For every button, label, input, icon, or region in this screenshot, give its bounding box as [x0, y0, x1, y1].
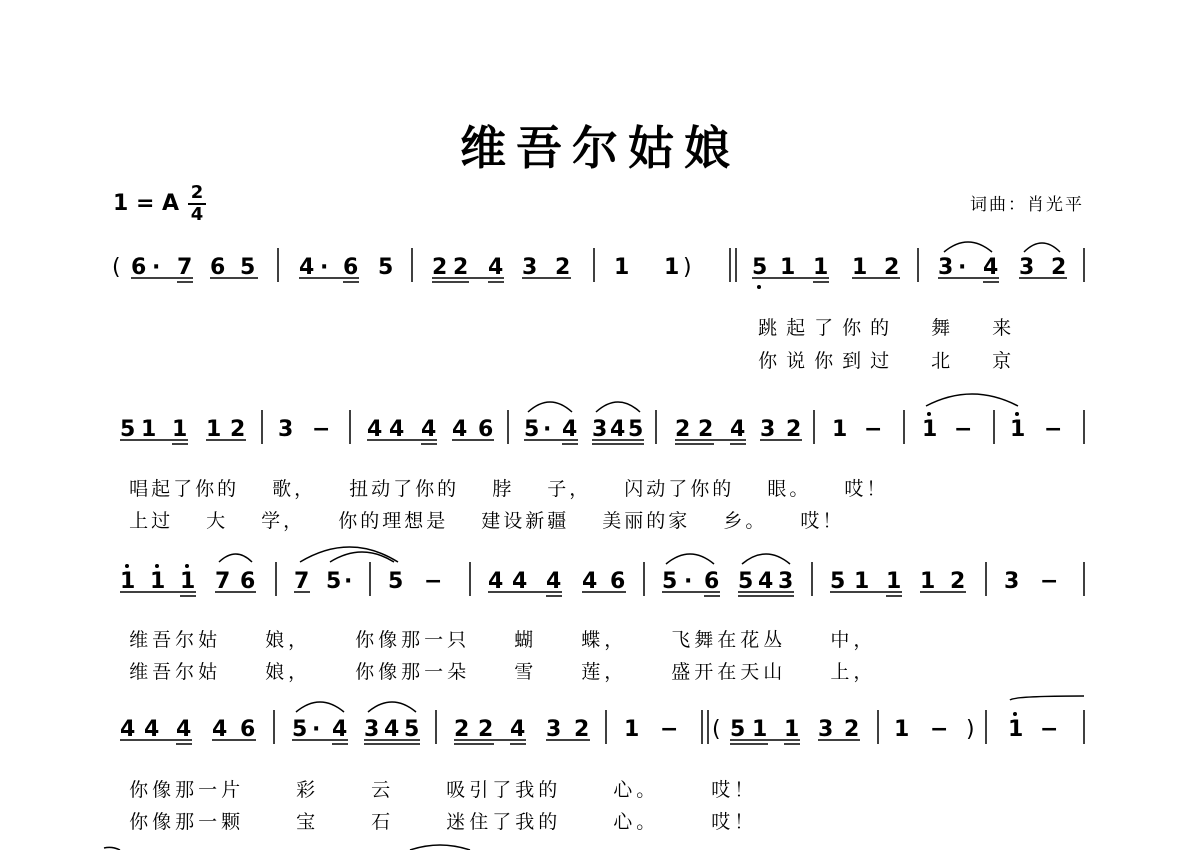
svg-text:1: 1 — [854, 569, 870, 594]
svg-text:6: 6 — [478, 417, 494, 442]
svg-text:): ) — [683, 255, 692, 280]
svg-text:5: 5 — [120, 417, 136, 442]
svg-text:4: 4 — [421, 417, 437, 442]
svg-text:5: 5 — [830, 569, 846, 594]
svg-text:5: 5 — [378, 255, 394, 280]
svg-text:2: 2 — [786, 417, 802, 442]
svg-text:4: 4 — [120, 717, 136, 742]
svg-text:): ) — [966, 717, 975, 742]
svg-text:2: 2 — [478, 717, 494, 742]
svg-text:6: 6 — [704, 569, 720, 594]
system-4-notation — [120, 696, 1084, 744]
svg-text:1: 1 — [886, 569, 902, 594]
svg-text:·: · — [152, 255, 161, 280]
svg-text:4: 4 — [562, 417, 578, 442]
svg-text:5: 5 — [326, 569, 342, 594]
system-3-notation — [120, 547, 1084, 596]
svg-text:1: 1 — [180, 569, 196, 594]
svg-text:5: 5 — [628, 417, 644, 442]
svg-text:6: 6 — [240, 569, 256, 594]
svg-text:−: − — [954, 417, 973, 442]
svg-text:5: 5 — [524, 417, 540, 442]
system-1-lyric-2: 你说你到过 北 京 — [758, 350, 1021, 372]
svg-text:3: 3 — [364, 717, 380, 742]
svg-text:1: 1 — [120, 569, 136, 594]
system-1-lyric-1: 跳起了你的 舞 来 — [758, 317, 1021, 339]
svg-text:2: 2 — [950, 569, 966, 594]
svg-text:2: 2 — [675, 417, 691, 442]
system-4-lyric-2: 你像那一颗 宝 石 迷住了我的 心。 哎！ — [129, 811, 758, 833]
credit-line: 词曲：肖光平 — [970, 195, 1084, 215]
key-signature: 1 = A — [113, 191, 180, 216]
svg-text:1: 1 — [894, 717, 910, 742]
svg-text:4: 4 — [144, 717, 160, 742]
svg-text:1: 1 — [752, 717, 768, 742]
svg-text:1: 1 — [832, 417, 848, 442]
svg-text:4: 4 — [512, 569, 528, 594]
svg-text:6: 6 — [610, 569, 626, 594]
svg-text:3: 3 — [1004, 569, 1020, 594]
svg-text:4: 4 — [730, 417, 746, 442]
svg-text:6: 6 — [210, 255, 226, 280]
svg-text:1: 1 — [852, 255, 868, 280]
svg-text:2: 2 — [230, 417, 246, 442]
svg-text:−: − — [1040, 569, 1059, 594]
svg-text:−: − — [864, 417, 883, 442]
svg-text:2: 2 — [698, 417, 714, 442]
svg-text:3: 3 — [546, 717, 562, 742]
svg-text:2: 2 — [884, 255, 900, 280]
system-4-lyric-1: 你像那一片 彩 云 吸引了我的 心。 哎！ — [129, 779, 758, 801]
svg-text:3: 3 — [938, 255, 954, 280]
svg-text:7: 7 — [177, 255, 193, 280]
svg-text:4: 4 — [983, 255, 999, 280]
svg-text:−: − — [930, 717, 949, 742]
svg-text:4: 4 — [758, 569, 774, 594]
svg-text:1: 1 — [1008, 717, 1024, 742]
svg-text:1: 1 — [664, 255, 680, 280]
svg-text:3: 3 — [778, 569, 794, 594]
svg-text:2: 2 — [432, 255, 448, 280]
svg-text:1: 1 — [206, 417, 222, 442]
svg-text:7: 7 — [215, 569, 231, 594]
svg-text:1: 1 — [172, 417, 188, 442]
svg-text:4: 4 — [389, 417, 405, 442]
lyric-line — [746, 324, 1020, 373]
svg-text:1: 1 — [624, 717, 640, 742]
svg-text:5: 5 — [404, 717, 420, 742]
svg-text:·: · — [344, 569, 353, 594]
svg-text:−: − — [1044, 417, 1063, 442]
svg-text:3: 3 — [1019, 255, 1035, 280]
svg-text:4: 4 — [510, 717, 526, 742]
svg-text:4: 4 — [488, 255, 504, 280]
svg-text:5: 5 — [730, 717, 746, 742]
svg-text:5: 5 — [752, 255, 768, 280]
svg-text:1: 1 — [784, 717, 800, 742]
svg-text:(: ( — [112, 255, 121, 280]
svg-text:−: − — [424, 569, 443, 594]
system-2-lyric-1: 唱起了你的 歌， 扭动了你的 脖 子， 闪动了你的 眼。 哎！ — [129, 478, 889, 500]
svg-text:3: 3 — [818, 717, 834, 742]
svg-text:2: 2 — [454, 717, 470, 742]
system-1-notation — [112, 242, 1084, 289]
song-title: 维吾尔姑娘 — [460, 121, 740, 175]
svg-text:2: 2 — [453, 255, 469, 280]
system-2-notation — [120, 394, 1084, 444]
time-signature-bottom: 4 — [190, 204, 204, 225]
svg-text:5: 5 — [738, 569, 754, 594]
svg-text:4: 4 — [610, 417, 626, 442]
svg-text:2: 2 — [1051, 255, 1067, 280]
svg-text:4: 4 — [299, 255, 315, 280]
svg-text:6: 6 — [131, 255, 147, 280]
svg-text:3: 3 — [278, 417, 294, 442]
svg-text:4: 4 — [546, 569, 562, 594]
svg-text:2: 2 — [844, 717, 860, 742]
svg-text:·: · — [543, 417, 552, 442]
svg-text:3: 3 — [522, 255, 538, 280]
svg-text:3: 3 — [760, 417, 776, 442]
svg-text:5: 5 — [240, 255, 256, 280]
svg-text:1: 1 — [920, 569, 936, 594]
svg-text:1: 1 — [1010, 417, 1026, 442]
svg-text:−: − — [660, 717, 679, 742]
svg-text:1: 1 — [780, 255, 796, 280]
svg-text:1: 1 — [922, 417, 938, 442]
system-2-lyric-2: 上过 大 学， 你的理想是 建设新疆 美丽的家 乡。 哎！ — [129, 510, 845, 532]
lyric-line — [117, 635, 876, 684]
svg-text:1: 1 — [150, 569, 166, 594]
svg-text:5: 5 — [292, 717, 308, 742]
svg-text:6: 6 — [343, 255, 359, 280]
system-3-lyric-1: 维吾尔姑 娘， 你像那一只 蝴 蝶， 飞舞在花丛 中， — [129, 629, 877, 651]
svg-text:6: 6 — [240, 717, 256, 742]
svg-text:4: 4 — [384, 717, 400, 742]
svg-text:4: 4 — [176, 717, 192, 742]
svg-text:2: 2 — [555, 255, 571, 280]
svg-text:4: 4 — [452, 417, 468, 442]
svg-text:1: 1 — [813, 255, 829, 280]
svg-text:·: · — [320, 255, 329, 280]
svg-text:(: ( — [712, 717, 721, 742]
svg-text:4: 4 — [488, 569, 504, 594]
lyric-line — [117, 785, 757, 834]
svg-text:·: · — [958, 255, 967, 280]
svg-text:5: 5 — [662, 569, 678, 594]
svg-text:7: 7 — [294, 569, 310, 594]
svg-text:−: − — [312, 417, 331, 442]
svg-text:·: · — [684, 569, 693, 594]
svg-text:4: 4 — [332, 717, 348, 742]
svg-text:−: − — [1040, 717, 1059, 742]
svg-text:1: 1 — [141, 417, 157, 442]
svg-text:4: 4 — [582, 569, 598, 594]
svg-text:4: 4 — [367, 417, 383, 442]
svg-text:2: 2 — [574, 717, 590, 742]
svg-text:3: 3 — [592, 417, 608, 442]
svg-text:4: 4 — [212, 717, 228, 742]
system-3-lyric-2: 维吾尔姑 娘， 你像那一朵 雪 莲， 盛开在天山 上， — [129, 661, 877, 683]
svg-text:5: 5 — [388, 569, 404, 594]
time-signature-top: 2 — [190, 182, 204, 203]
svg-text:1: 1 — [614, 255, 630, 280]
svg-text:·: · — [312, 717, 321, 742]
lyric-line — [117, 484, 844, 533]
